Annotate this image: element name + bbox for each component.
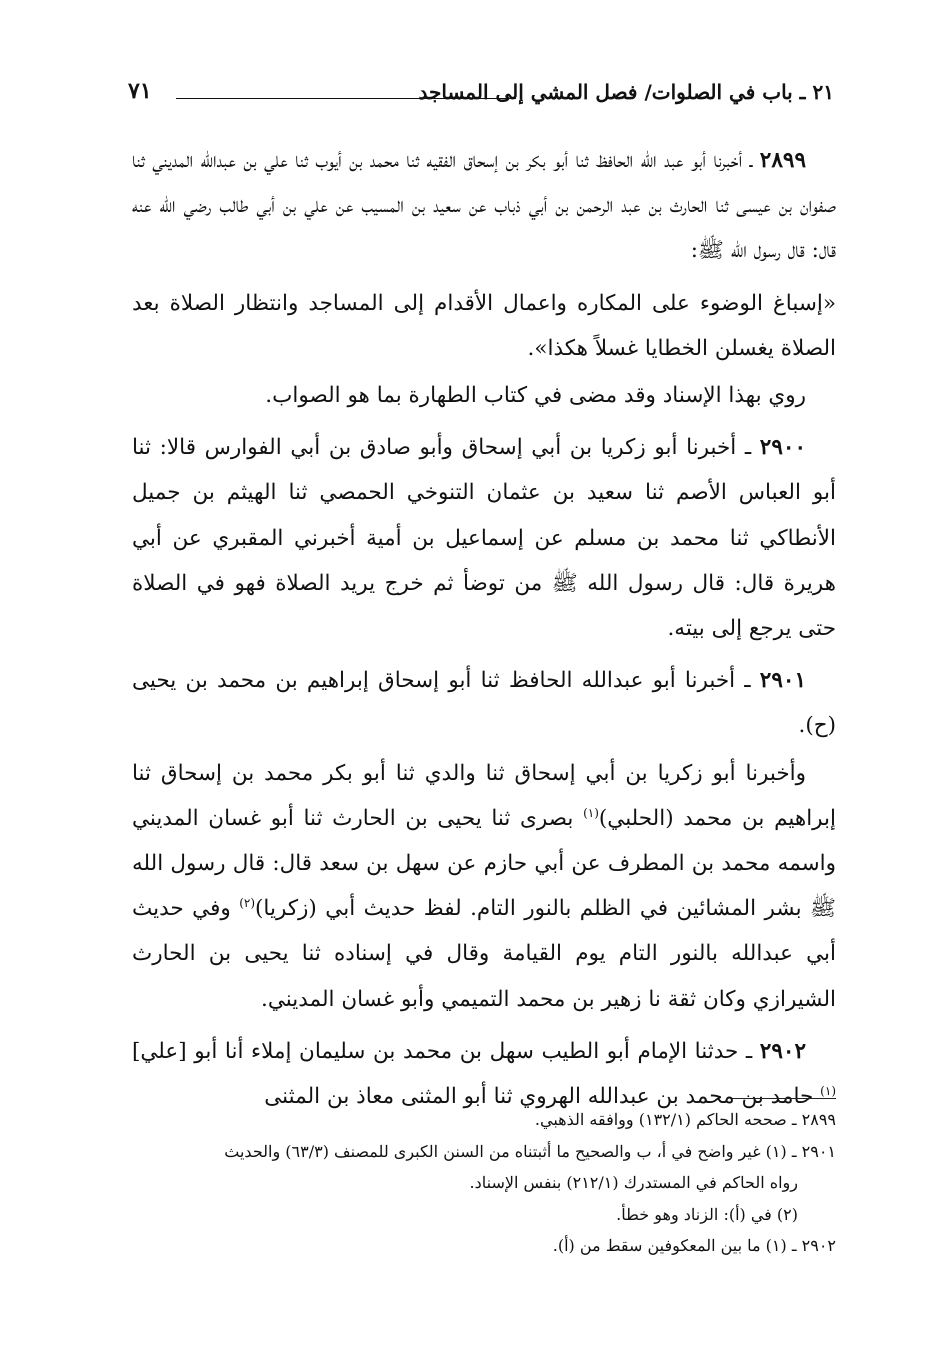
hadith-text: ـ حدثنا الإمام أبو الطيب سهل بن محمد بن سليمان إملاء أنا أبو [علي] xyxy=(132,1038,760,1064)
page-number: ٧١ xyxy=(128,78,152,104)
footnote-2902-1: ٢٩٠٢ ـ (١) ما بين المعكوفين سقط من (أ). xyxy=(552,1236,836,1255)
footnote-marker[interactable]: (٢) xyxy=(239,896,256,911)
footnote-2901-1-cont: رواه الحاكم في المستدرك (٢١٢/١) بنفس الإسناد. xyxy=(469,1173,798,1192)
footnote-separator xyxy=(732,1098,836,1099)
footnote-2899: ٢٨٩٩ ـ صححه الحاكم (١٣٢/١) ووافقه الذهبي. xyxy=(534,1110,836,1129)
hadith-text: بصرى ثنا يحيى بن الحارث ثنا أبو غسان المديني واسمه محمد بن المطرف عن أبي حازم عن سهل بن سعد قال: قال رسول الله ﷺ بشر المشائين في الظلم بالنور التام. لفظ حديث أبي (زكريا) xyxy=(132,805,836,922)
footnote-marker[interactable]: (١) xyxy=(820,1083,836,1098)
hadith-text: وفي حديث أبي عبدالله بالنور التام يوم القيامة وقال في إسناده ثنا يحيى بن الحارث الشيرازي وكان ثقة نا زهير بن محمد التميمي وأبو غسان المديني. xyxy=(132,896,836,1012)
hadith-number: ٢٩٠٠ xyxy=(759,435,806,461)
hadith-text: وأخبرنا أبو زكريا بن أبي إسحاق ثنا والدي ثنا أبو بكر محمد بن إسحاق ثنا إبراهيم بن محمد (الحلبي) xyxy=(132,760,836,831)
footnotes xyxy=(132,1104,836,1262)
hadith-number: ٢٨٩٩ xyxy=(759,148,806,173)
hadith-text: ـ أخبرنا أبو زكريا بن أبي إسحاق وأبو صادق بن أبي الفوارس قالا: ثنا أبو العباس الأصم ثنا سعيد بن عثمان التنوخي الحمصي ثنا الهيثم بن جميل الأنطاكي ثنا محمد بن مسلم عن إسماعيل بن أمية أخبرني المقبري عن أبي هريرة قال: قال رسول الله ﷺ من توضأ ثم خرج يريد الصلاة فهو في الصلاة حتى يرجع إلى بيته. xyxy=(132,435,836,642)
hadith-text: ـ أخبرنا أبو عبد الله الحافظ ثنا أبو بكر بن إسحاق الفقيه ثنا محمد بن أيوب ثنا علي بن عبدالله المديني ثنا صفوان بن عيسى ثنا الحارث بن عبد الرحمن بن أبي ذباب عن سعيد بن المسيب عن علي بن أبي طالب رضي الله عنه قال: قال رسول الله ﷺ: xyxy=(132,148,836,264)
main-text xyxy=(132,138,836,1126)
hadith-2900 xyxy=(132,425,836,651)
narration-note: روي بهذا الإسناد وقد مضى في كتاب الطهارة بما هو الصواب. xyxy=(265,383,806,409)
hadith-2901-continued xyxy=(132,751,836,1022)
hadith-text: حامد بن محمد بن عبدالله الهروي ثنا أبو المثنى معاذ بن المثنى xyxy=(264,1084,821,1110)
hadith-quote: «إسباغ الوضوء على المكاره واعمال الأقدام إلى المساجد وانتظار الصلاة بعد الصلاة يغسلن الخطايا غسلاً هكذا». xyxy=(132,290,836,361)
chapter-title: ٢١ ـ باب في الصلوات/ فصل المشي إلى المساجد xyxy=(418,80,834,104)
hadith-number: ٢٩٠٢ xyxy=(759,1038,806,1064)
hadith-number: ٢٩٠١ xyxy=(759,668,806,694)
footnote-marker[interactable]: (١) xyxy=(583,805,599,820)
hadith-2901 xyxy=(132,658,836,748)
footnote-2901-2: (٢) في (أ): الزناد وهو خطأ. xyxy=(616,1204,798,1224)
hadith-2899 xyxy=(132,138,836,274)
header-rule xyxy=(176,98,516,99)
page-header xyxy=(128,78,834,114)
hadith-text: ـ أخبرنا أبو عبدالله الحافظ ثنا أبو إسحاق إبراهيم بن محمد بن يحيى (ح). xyxy=(132,668,836,739)
footnote-2901-1: ٢٩٠١ ـ (١) غير واضح في أ، ب والصحيح ما أثبتناه من السنن الكبرى للمصنف (٦٣/٣) والحديث xyxy=(224,1141,836,1161)
